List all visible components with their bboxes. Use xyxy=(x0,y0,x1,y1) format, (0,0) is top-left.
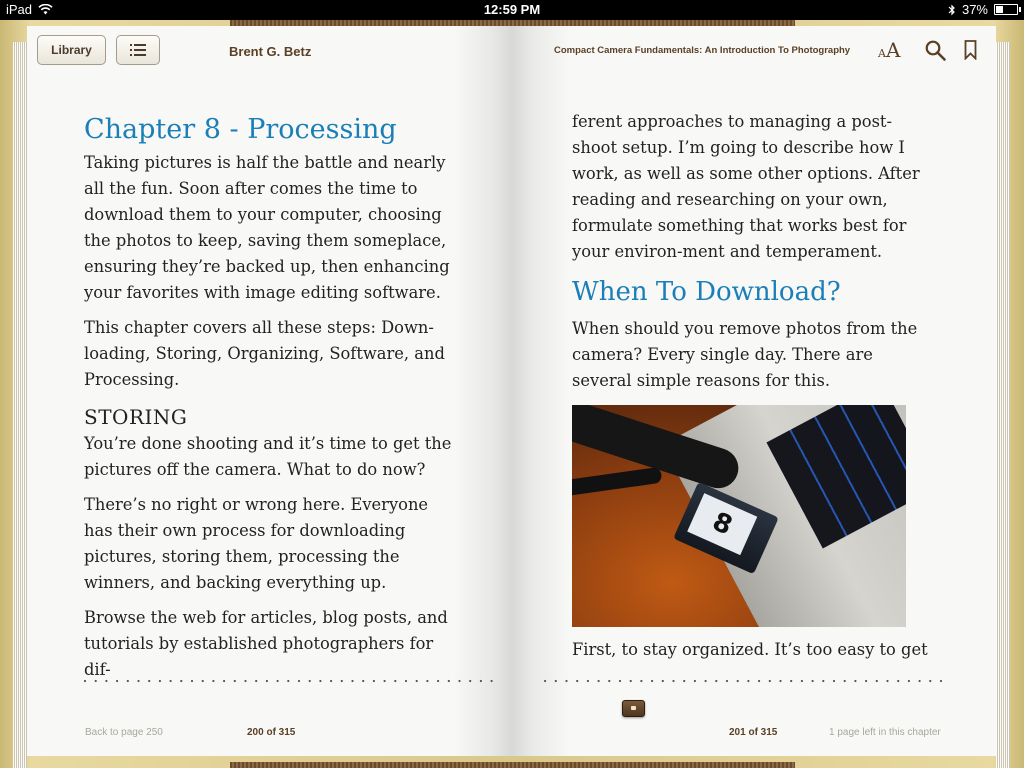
track-dot xyxy=(812,680,814,682)
paragraph: There’s no right or wrong here. Everyone has their own process for downloading pictures, storing them, processing the winners, and backing everything up. xyxy=(84,495,429,592)
track-dot xyxy=(705,680,707,682)
track-dot xyxy=(876,680,878,682)
track-dot xyxy=(565,680,567,682)
track-dot xyxy=(544,680,546,682)
track-dot xyxy=(822,680,824,682)
track-dot xyxy=(426,680,428,682)
track-dot xyxy=(384,680,386,682)
status-right xyxy=(948,2,1018,17)
track-dot xyxy=(854,680,856,682)
track-dot xyxy=(116,680,118,682)
chapter-title: Chapter 8 - Processing xyxy=(84,114,397,145)
book-title: Compact Camera Fundamentals: An Introduction To Photography xyxy=(554,45,851,56)
library-button-label: Library xyxy=(51,43,92,57)
track-dot xyxy=(844,680,846,682)
track-dot xyxy=(105,680,107,682)
track-dot xyxy=(555,680,557,682)
track-dot xyxy=(640,680,642,682)
track-dot xyxy=(630,680,632,682)
right-page-content xyxy=(572,109,934,672)
track-dot xyxy=(180,680,182,682)
chapter-pages-left: 1 page left in this chapter xyxy=(829,727,941,738)
sd-card-capacity: 8 xyxy=(687,493,757,555)
track-dot xyxy=(608,680,610,682)
section-heading: STORING xyxy=(84,405,188,429)
font-small-icon: A xyxy=(878,47,886,60)
author-name: Brent G. Betz xyxy=(229,44,312,59)
track-dot xyxy=(576,680,578,682)
track-dot xyxy=(865,680,867,682)
track-dot xyxy=(458,680,460,682)
track-dot xyxy=(919,680,921,682)
track-dot xyxy=(598,680,600,682)
bluetooth-icon xyxy=(948,4,956,16)
bookmark-icon[interactable] xyxy=(964,40,977,60)
track-dot xyxy=(137,680,139,682)
track-dot xyxy=(886,680,888,682)
track-dot xyxy=(619,680,621,682)
track-dot xyxy=(662,680,664,682)
track-dot xyxy=(672,680,674,682)
left-page-content xyxy=(84,112,456,692)
table-of-contents-button[interactable] xyxy=(116,35,160,65)
track-dot xyxy=(191,680,193,682)
right-page-number: 201 of 315 xyxy=(729,727,778,738)
book-bottom-strip xyxy=(230,762,795,768)
track-dot xyxy=(351,680,353,682)
paragraph: This chapter covers all these steps: Down-loading, Storing, Organizing, Software, and Processing. xyxy=(84,318,445,389)
page-scrubber-track[interactable] xyxy=(84,678,944,684)
track-dot xyxy=(897,680,899,682)
battery-fill xyxy=(996,6,1003,13)
track-dot xyxy=(319,680,321,682)
track-dot xyxy=(244,680,246,682)
track-dot xyxy=(255,680,257,682)
left-page-number: 200 of 315 xyxy=(247,727,296,738)
list-icon xyxy=(130,44,146,56)
track-dot xyxy=(287,680,289,682)
font-large-icon: A xyxy=(885,38,901,62)
photo-cable xyxy=(572,467,663,500)
track-dot xyxy=(362,680,364,682)
track-dot xyxy=(148,680,150,682)
track-dot xyxy=(223,680,225,682)
track-dot xyxy=(715,680,717,682)
device-name: iPad xyxy=(6,2,33,17)
font-size-button[interactable] xyxy=(878,38,900,62)
track-dot xyxy=(298,680,300,682)
track-dot xyxy=(394,680,396,682)
track-dot xyxy=(448,680,450,682)
paragraph: ferent approaches to managing a post-shoot setup. I’m going to describe how I work, as well as some other options. After reading and researching on your own, formulate something that works best for your environ-ment and temperament. xyxy=(572,112,920,261)
library-button[interactable] xyxy=(37,35,106,65)
track-dot xyxy=(159,680,161,682)
track-dot xyxy=(84,680,86,682)
track-dot xyxy=(266,680,268,682)
track-dot xyxy=(480,680,482,682)
left-page-edges xyxy=(13,42,27,768)
page-scrubber-handle[interactable] xyxy=(622,700,645,717)
track-dot xyxy=(234,680,236,682)
status-bar xyxy=(0,0,1024,20)
track-dot xyxy=(908,680,910,682)
track-dot xyxy=(170,680,172,682)
track-dot xyxy=(127,680,129,682)
track-dot xyxy=(277,680,279,682)
track-dot xyxy=(416,680,418,682)
track-dot xyxy=(929,680,931,682)
track-dot xyxy=(790,680,792,682)
track-dot xyxy=(651,680,653,682)
sd-card-photo[interactable] xyxy=(572,405,906,627)
track-dot xyxy=(940,680,942,682)
paragraph: You’re done shooting and it’s time to get the pictures off the camera. What to do now? xyxy=(84,434,452,479)
track-dot xyxy=(330,680,332,682)
battery-icon xyxy=(994,4,1018,15)
track-dot xyxy=(726,680,728,682)
paragraph: Taking pictures is half the battle and nearly all the fun. Soon after comes the time to download them to your computer, choosing the photos to keep, saving them someplace, ensuring they’re backed up, then enhancing your favorites with image editing software. xyxy=(84,153,450,302)
paragraph: When should you remove photos from the camera? Every single day. There are several simple reasons for this. xyxy=(572,319,918,390)
track-dot xyxy=(373,680,375,682)
track-dot xyxy=(683,680,685,682)
right-page-edges xyxy=(996,42,1010,768)
track-dot xyxy=(491,680,493,682)
track-dot xyxy=(95,680,97,682)
track-dot xyxy=(587,680,589,682)
track-dot xyxy=(437,680,439,682)
track-dot xyxy=(737,680,739,682)
search-icon[interactable] xyxy=(925,40,946,61)
track-dot xyxy=(801,680,803,682)
paragraph: Browse the web for articles, blog posts, and tutorials by established photographers for dif- xyxy=(84,608,448,679)
track-dot xyxy=(779,680,781,682)
clock: 12:59 PM xyxy=(483,2,541,17)
battery-percent: 37% xyxy=(961,2,988,17)
track-dot xyxy=(309,680,311,682)
track-dot xyxy=(694,680,696,682)
track-dot xyxy=(341,680,343,682)
track-dot xyxy=(202,680,204,682)
track-dot xyxy=(769,680,771,682)
paragraph: First, to stay organized. It’s too easy to get xyxy=(572,640,928,659)
track-dot xyxy=(469,680,471,682)
track-dot xyxy=(405,680,407,682)
track-dot xyxy=(747,680,749,682)
section-heading: When To Download? xyxy=(572,277,841,307)
back-to-page-link[interactable]: Back to page 250 xyxy=(85,727,163,738)
track-dot xyxy=(212,680,214,682)
track-dot xyxy=(758,680,760,682)
track-dot xyxy=(833,680,835,682)
